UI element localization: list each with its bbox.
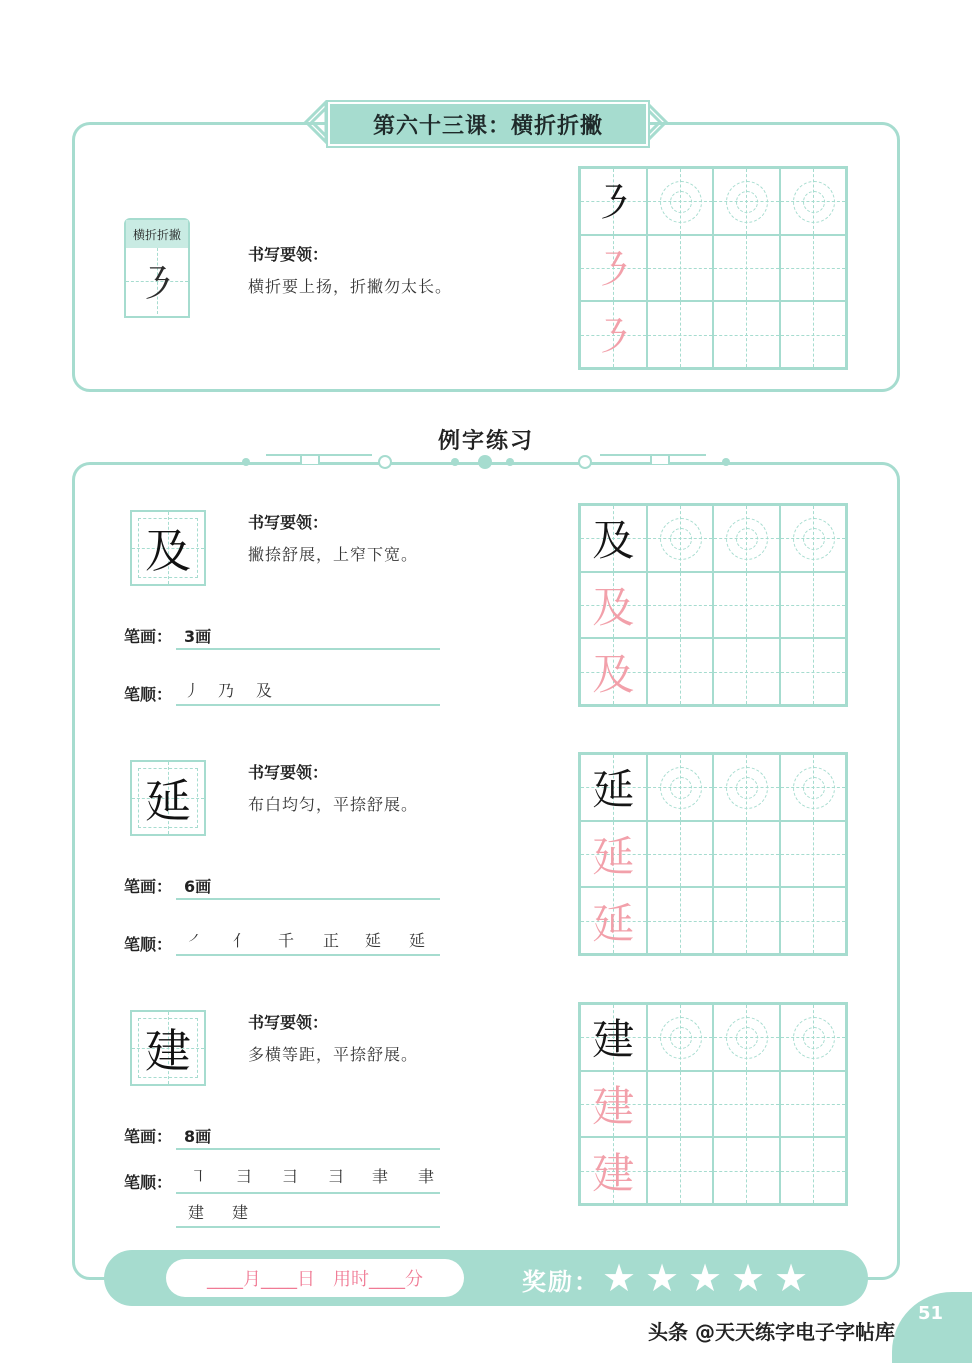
order-label: 笔顺： bbox=[124, 935, 173, 954]
strokes-count: 8画 bbox=[184, 1127, 212, 1146]
stroke-order-step: 亻 bbox=[233, 931, 250, 950]
example-practice-grid bbox=[578, 1002, 848, 1206]
stroke-order-step: 及 bbox=[256, 681, 273, 700]
example-practice-grid bbox=[578, 752, 848, 956]
stroke-order-step: 正 bbox=[323, 931, 340, 950]
grid-char: ㇋ bbox=[592, 179, 635, 229]
grid-cell bbox=[647, 168, 714, 235]
order-label: 笔顺： bbox=[124, 685, 173, 704]
stroke-card-char: ㇋ bbox=[137, 261, 177, 308]
grid-cell bbox=[580, 168, 647, 235]
stroke-order-line2 bbox=[188, 1200, 262, 1223]
lesson-title: 第六十三课：横折折撇 bbox=[328, 102, 648, 146]
lesson-tip-title: 书写要领： bbox=[248, 245, 329, 264]
stroke-card-box bbox=[126, 248, 188, 314]
star-icon[interactable]: ★ bbox=[645, 1256, 680, 1300]
order-label: 笔顺： bbox=[124, 1173, 173, 1192]
example-sample-box bbox=[130, 760, 206, 836]
stroke-order-step: 延 bbox=[365, 931, 382, 950]
stroke-order-step: 千 bbox=[278, 931, 295, 950]
stroke-card bbox=[124, 218, 190, 318]
grid-char: ㇋ bbox=[592, 312, 635, 362]
example-sample-char: 建 bbox=[145, 1024, 191, 1078]
grid-char: 及 bbox=[592, 516, 635, 566]
stroke-order-step: 建 bbox=[232, 1203, 249, 1222]
stroke-order bbox=[184, 678, 294, 701]
star-icon[interactable]: ★ bbox=[602, 1256, 637, 1300]
reward-label: 奖励： bbox=[522, 1268, 600, 1296]
strokes-label: 笔画： bbox=[124, 877, 173, 896]
example-practice-grid bbox=[578, 503, 848, 707]
stroke-order-step: 建 bbox=[188, 1203, 205, 1222]
grid-cell bbox=[647, 235, 714, 302]
grid-char: 及 bbox=[592, 582, 635, 632]
grid-char: 建 bbox=[592, 1015, 635, 1065]
stroke-order-step: 丿 bbox=[184, 681, 201, 700]
stroke-order-step: ⺕ bbox=[328, 1167, 345, 1186]
strokes-count: 6画 bbox=[184, 877, 212, 896]
example-tip-text: 布白均匀，平捺舒展。 bbox=[248, 795, 419, 814]
example-sample-char: 及 bbox=[145, 524, 191, 578]
stroke-order-step: ㇒ bbox=[188, 931, 205, 950]
stroke-order-step: ㇕ bbox=[190, 1167, 207, 1186]
grid-char: 建 bbox=[592, 1081, 635, 1131]
grid-cell bbox=[780, 235, 847, 302]
example-tip-title: 书写要领： bbox=[248, 1013, 329, 1032]
stroke-order-step: 延 bbox=[409, 931, 426, 950]
example-sample-char: 延 bbox=[145, 774, 191, 828]
stroke-order-step: ⺕ bbox=[236, 1167, 253, 1186]
grid-cell bbox=[580, 301, 647, 368]
grid-cell bbox=[780, 301, 847, 368]
stroke-order-step: 聿 bbox=[418, 1167, 435, 1186]
example-sample-box bbox=[130, 1010, 206, 1086]
example-tip-text: 撇捺舒展，上窄下宽。 bbox=[248, 545, 419, 564]
grid-cell bbox=[713, 168, 780, 235]
grid-char: 及 bbox=[592, 649, 635, 699]
lesson-practice-grid bbox=[578, 166, 848, 370]
grid-char: 延 bbox=[592, 898, 635, 948]
grid-cell bbox=[713, 235, 780, 302]
example-tip-text: 多横等距，平捺舒展。 bbox=[248, 1045, 419, 1064]
lesson-tip-text: 横折要上扬，折撇勿太长。 bbox=[248, 277, 453, 296]
strokes-count: 3画 bbox=[184, 627, 212, 646]
stroke-order-step: 聿 bbox=[372, 1167, 389, 1186]
grid-char: 延 bbox=[592, 831, 635, 881]
grid-cell bbox=[780, 168, 847, 235]
section-title: 例字练习 bbox=[437, 429, 534, 454]
page-number: 51 bbox=[918, 1303, 944, 1324]
watermark: 头条 @天天练字电子字帖库 bbox=[648, 1320, 895, 1344]
example-tip-title: 书写要领： bbox=[248, 513, 329, 532]
grid-cell bbox=[647, 301, 714, 368]
grid-cell bbox=[580, 235, 647, 302]
stroke-order bbox=[188, 928, 439, 951]
grid-char: ㇋ bbox=[592, 245, 635, 295]
star-icon[interactable]: ★ bbox=[774, 1256, 809, 1300]
grid-char: 延 bbox=[592, 765, 635, 815]
example-tip-title: 书写要领： bbox=[248, 763, 329, 782]
example-sample-box bbox=[130, 510, 206, 586]
star-icon[interactable]: ★ bbox=[688, 1256, 723, 1300]
stroke-order-step: ⺕ bbox=[282, 1167, 299, 1186]
date-field[interactable]: ____月____日 用时____分 bbox=[166, 1259, 464, 1297]
stroke-card-label: 横折折撇 bbox=[126, 220, 188, 248]
strokes-label: 笔画： bbox=[124, 1127, 173, 1146]
grid-char: 建 bbox=[592, 1148, 635, 1198]
stroke-order-step: 乃 bbox=[218, 681, 235, 700]
strokes-label: 笔画： bbox=[124, 627, 173, 646]
star-icon[interactable]: ★ bbox=[731, 1256, 766, 1300]
stroke-order bbox=[190, 1164, 448, 1187]
grid-cell bbox=[713, 301, 780, 368]
